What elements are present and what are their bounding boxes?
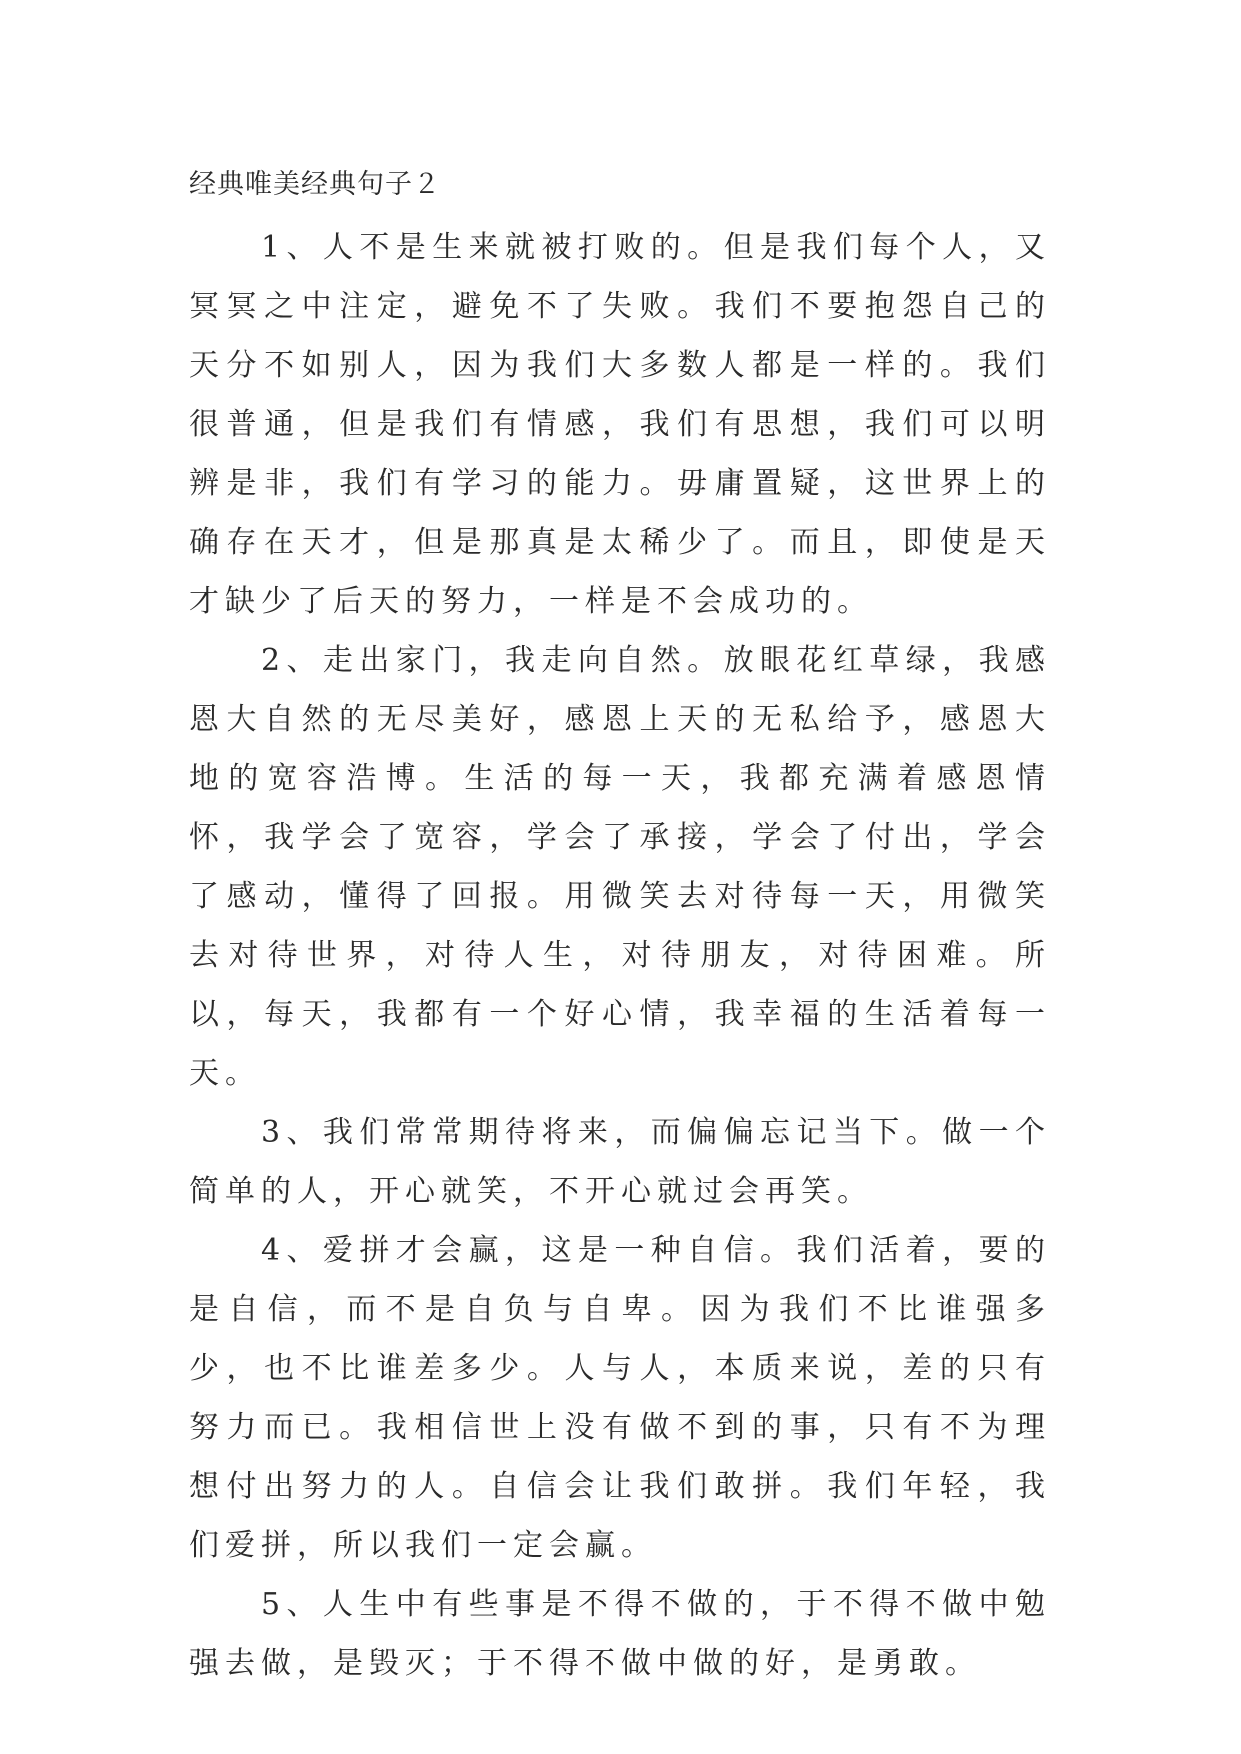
paragraph-3: 3、我们常常期待将来，而偏偏忘记当下。做一个简单的人，开心就笑，不开心就过会再笑。 [189,1115,1051,1209]
paragraph-4: 4、爱拼才会赢，这是一种自信。我们活着，要的是自信，而不是自负与自卑。因为我们不比谁强多少，也不比谁差多少。人与人，本质来说，差的只有努力而已。我相信世上没有做不到的事，只有不为理想付出努力的人。自信会让我们敢拼。我们年轻，我们爱拼，所以我们一定会赢。 [189,1233,1051,1563]
paragraph-1: 1、人不是生来就被打败的。但是我们每个人，又冥冥之中注定，避免不了失败。我们不要抱怨自己的天分不如别人，因为我们大多数人都是一样的。我们很普通，但是我们有情感，我们有思想，我们可以明辨是非，我们有学习的能力。毋庸置疑，这世界上的确存在天才，但是那真是太稀少了。而且，即使是天才缺少了后天的努力，一样是不会成功的。 [189,230,1051,619]
paragraph-5: 5、人生中有些事是不得不做的，于不得不做中勉强去做，是毁灭；于不得不做中做的好，是勇敢。 [189,1587,1051,1681]
document-title: 经典唯美经典句子２ [189,169,441,200]
document-body [189,218,1051,1693]
paragraph-2: 2、走出家门，我走向自然。放眼花红草绿，我感恩大自然的无尽美好，感恩上天的无私给予，感恩大地的宽容浩博。生活的每一天，我都充满着感恩情怀，我学会了宽容，学会了承接，学会了付出，学会了感动，懂得了回报。用微笑去对待每一天，用微笑去对待世界，对待人生，对待朋友，对待困难。所以，每天，我都有一个好心情，我幸福的生活着每一天。 [189,643,1051,1091]
